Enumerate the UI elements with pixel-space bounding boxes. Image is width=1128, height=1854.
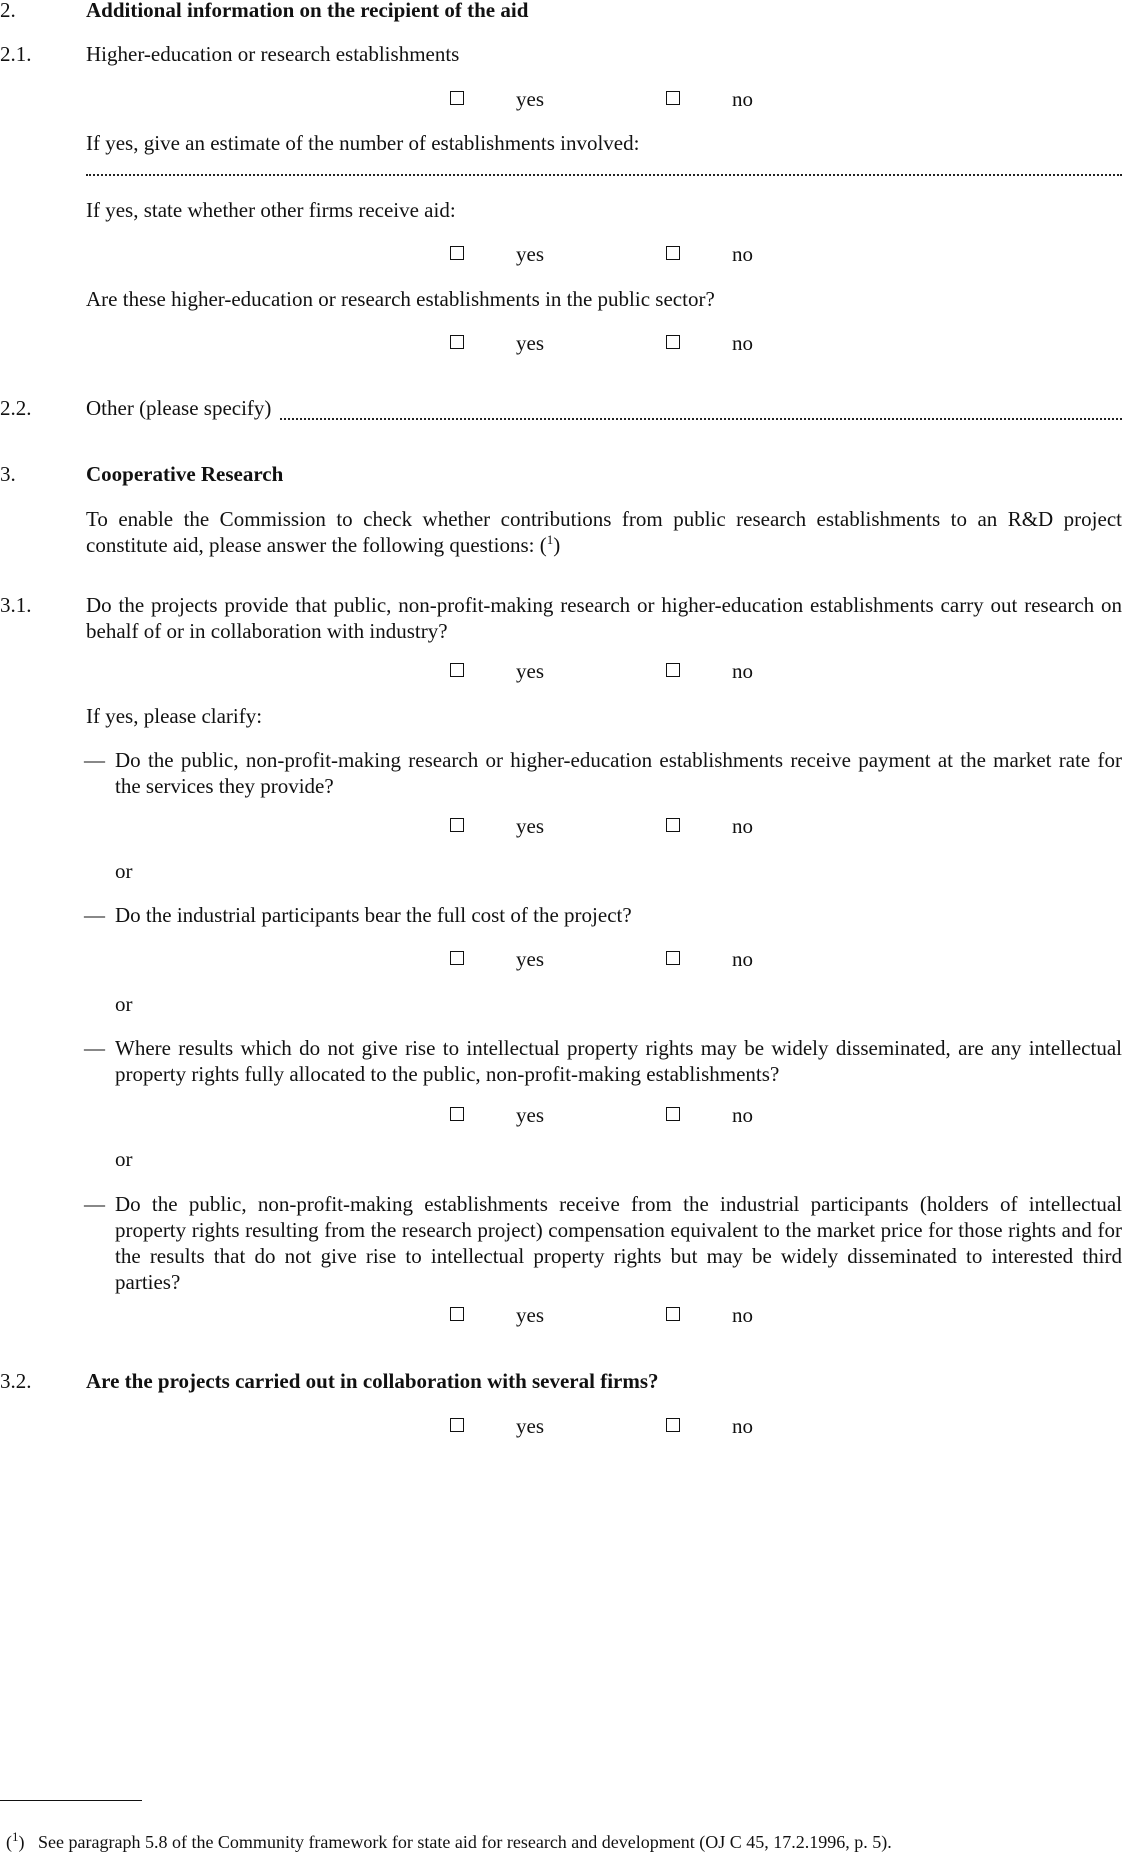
- question-text: Do the projects provide that public, non-profit-making research or higher-education establishments carry out research on behalf of or in collaboration with industry?: [86, 593, 1122, 643]
- sub-question: Where results which do not give rise to intellectual property rights may be widely disseminated, are any intellectual property rights fully allocated to the public, non-profit-making establishments?: [115, 1036, 1122, 1086]
- section-number: 3.: [0, 462, 16, 486]
- yes-no-choice: [450, 813, 770, 839]
- dash-marker: —: [84, 903, 105, 927]
- no-label: no: [732, 242, 753, 266]
- no-checkbox[interactable]: [666, 335, 680, 349]
- yes-label: yes: [516, 87, 544, 111]
- intro-close: ): [553, 533, 561, 557]
- dash-marker: —: [84, 1192, 105, 1216]
- sub-question: Do the public, non-profit-making research or higher-education establishments receive payment at the market rate for the services they provide?: [115, 748, 1122, 798]
- no-label: no: [732, 814, 753, 838]
- or-separator: or: [115, 859, 133, 883]
- yes-checkbox[interactable]: [450, 1107, 464, 1121]
- dash-marker: —: [84, 748, 105, 772]
- yes-no-choice: [450, 330, 770, 356]
- dash-marker: —: [84, 1036, 105, 1060]
- no-label: no: [732, 947, 753, 971]
- yes-label: yes: [516, 1103, 544, 1127]
- sub-question: Do the public, non-profit-making establishments receive from the industrial participants (holders of intellectual property rights resulting from the research project) compensation equivalent to the market price for those rights and for the results that do not give rise to intellectual property rights but may be widely disseminated to interested third parties?: [115, 1192, 1122, 1294]
- no-checkbox[interactable]: [666, 818, 680, 832]
- yes-label: yes: [516, 947, 544, 971]
- yes-checkbox[interactable]: [450, 663, 464, 677]
- section-title: Cooperative Research: [86, 462, 284, 486]
- subsection-number: 3.1.: [0, 593, 32, 617]
- yes-checkbox[interactable]: [450, 335, 464, 349]
- intro-paragraph: [86, 506, 1122, 558]
- yes-label: yes: [516, 331, 544, 355]
- yes-checkbox[interactable]: [450, 246, 464, 260]
- footnote-reference: 1: [546, 532, 554, 547]
- yes-label: yes: [516, 814, 544, 838]
- no-label: no: [732, 1103, 753, 1127]
- subsection-title: Are the projects carried out in collaboration with several firms?: [86, 1369, 659, 1393]
- footnote-rule: [0, 1800, 142, 1801]
- section-title: Additional information on the recipient of the aid: [86, 0, 529, 22]
- other-label: Other (please specify): [86, 396, 272, 420]
- yes-checkbox[interactable]: [450, 91, 464, 105]
- no-checkbox[interactable]: [666, 91, 680, 105]
- no-checkbox[interactable]: [666, 951, 680, 965]
- footnote-number: 1: [12, 1829, 19, 1844]
- section-number: 2.: [0, 0, 16, 22]
- yes-no-choice: [450, 1413, 770, 1439]
- no-label: no: [732, 1414, 753, 1438]
- yes-no-choice: [450, 946, 770, 972]
- estimate-answer-line[interactable]: [86, 174, 1122, 176]
- other-firms-question: If yes, state whether other firms receive aid:: [86, 198, 456, 222]
- no-label: no: [732, 659, 753, 683]
- subsection-title: Higher-education or research establishments: [86, 42, 460, 66]
- public-sector-question: Are these higher-education or research establishments in the public sector?: [86, 287, 715, 311]
- yes-checkbox[interactable]: [450, 818, 464, 832]
- clarify-label: If yes, please clarify:: [86, 704, 263, 728]
- no-checkbox[interactable]: [666, 1307, 680, 1321]
- yes-no-choice: [450, 86, 770, 112]
- other-answer-line[interactable]: [280, 418, 1122, 420]
- yes-label: yes: [516, 242, 544, 266]
- or-separator: or: [115, 992, 133, 1016]
- no-label: no: [732, 331, 753, 355]
- no-checkbox[interactable]: [666, 1107, 680, 1121]
- yes-label: yes: [516, 659, 544, 683]
- yes-label: yes: [516, 1414, 544, 1438]
- no-label: no: [732, 1303, 753, 1327]
- sub-question: Do the industrial participants bear the full cost of the project?: [115, 903, 632, 927]
- yes-checkbox[interactable]: [450, 951, 464, 965]
- estimate-question: If yes, give an estimate of the number of establishments involved:: [86, 131, 640, 155]
- or-separator: or: [115, 1147, 133, 1171]
- no-label: no: [732, 87, 753, 111]
- footnote-marker: ($^1$): [6, 1829, 25, 1852]
- yes-no-choice: [450, 1302, 770, 1328]
- subsection-number: 3.2.: [0, 1369, 32, 1393]
- subsection-number: 2.1.: [0, 42, 32, 66]
- yes-no-choice: [450, 1102, 770, 1128]
- intro-text: To enable the Commission to check whether contributions from public research establishments to an R&D project constitute aid, please answer the following questions: (: [86, 507, 1122, 557]
- yes-checkbox[interactable]: [450, 1307, 464, 1321]
- subsection-number: 2.2.: [0, 396, 32, 420]
- footnote-text: See paragraph 5.8 of the Community framework for state aid for research and development (OJ C 45, 17.2.1996, p. 5).: [38, 1832, 892, 1852]
- no-checkbox[interactable]: [666, 663, 680, 677]
- yes-checkbox[interactable]: [450, 1418, 464, 1432]
- no-checkbox[interactable]: [666, 1418, 680, 1432]
- yes-label: yes: [516, 1303, 544, 1327]
- yes-no-choice: [450, 241, 770, 267]
- no-checkbox[interactable]: [666, 246, 680, 260]
- yes-no-choice: [450, 658, 770, 684]
